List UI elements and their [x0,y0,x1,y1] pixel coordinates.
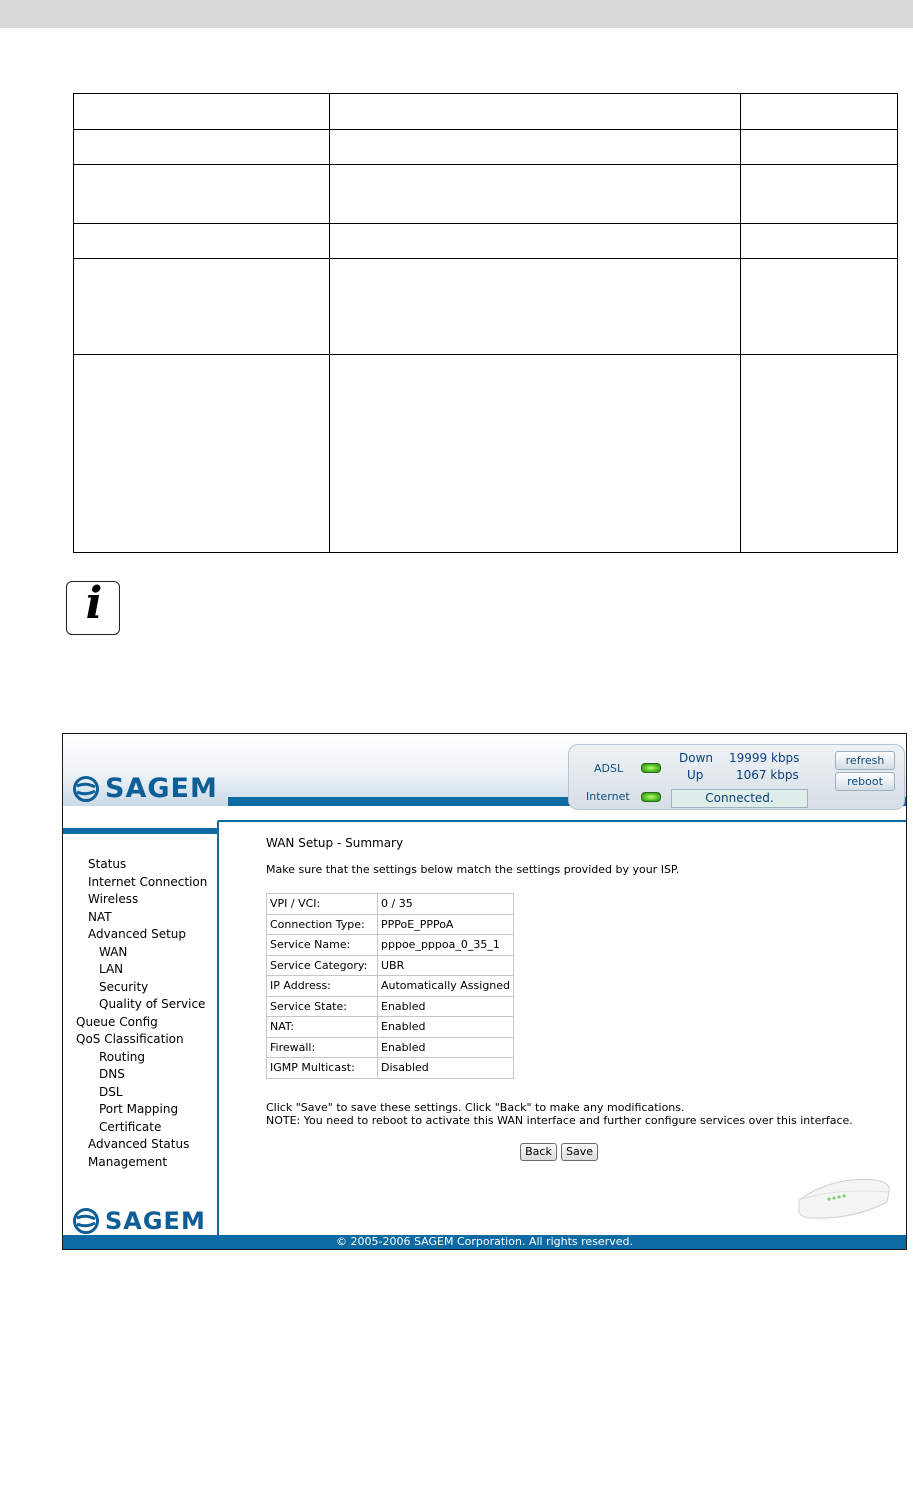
note-text [266,1101,853,1127]
summary-key: Service Category: [267,955,378,976]
footer-copyright: © 2005-2006 SAGEM Corporation. All rights reserved. [63,1235,906,1249]
sagem-swirl-icon [73,1208,99,1234]
summary-key: Service State: [267,996,378,1017]
table-row [267,935,514,956]
summary-value: UBR [378,955,514,976]
summary-table [266,893,514,1079]
table-row [267,996,514,1017]
table-row [267,976,514,997]
sidebar-item-wireless[interactable]: Wireless [88,892,139,906]
sidebar-item-nat[interactable]: NAT [88,909,112,924]
sidebar-item-dsl[interactable]: DSL [99,1084,123,1099]
internet-label: Internet [586,790,630,803]
sidebar-item-queue-config[interactable]: Queue Config [76,1014,158,1029]
table-row [267,894,514,915]
table-row [267,914,514,935]
sidebar-item-wan[interactable]: WAN [99,944,128,959]
summary-key: Service Name: [267,935,378,956]
save-button[interactable]: Save [561,1143,598,1161]
adsl-led-icon [641,763,661,773]
summary-value: 0 / 35 [378,894,514,915]
reboot-button[interactable]: reboot [835,772,895,791]
connection-status-panel [568,744,905,810]
brand-name: SAGEM [105,773,218,804]
sidebar-item-quality-of-service[interactable]: Quality of Service [99,997,206,1011]
sidebar-item-internet-connection[interactable]: Internet Connection [88,874,208,889]
table-row [267,1037,514,1058]
nav-top-line [63,828,218,834]
sidebar-nav [76,856,221,1171]
intro-text: Make sure that the settings below match the settings provided by your ISP. [266,863,680,876]
sidebar-item-advanced-status[interactable]: Advanced Status [88,1137,190,1151]
brand-name: SAGEM [105,1207,206,1235]
internet-led-icon [641,792,661,802]
table-row [267,955,514,976]
summary-value: Enabled [378,1017,514,1038]
summary-value: Enabled [378,996,514,1017]
summary-key: VPI / VCI: [267,894,378,915]
down-label: Down [679,751,714,765]
sidebar-item-qos-classification[interactable]: QoS Classification [76,1032,184,1046]
sidebar-item-lan[interactable]: LAN [99,962,124,976]
summary-key: IP Address: [267,976,378,997]
summary-value: pppoe_pppoa_0_35_1 [378,935,514,956]
sidebar-item-port-mapping[interactable]: Port Mapping [99,1102,179,1116]
sidebar-item-routing[interactable]: Routing [99,1049,146,1064]
summary-value: Automatically Assigned [378,976,514,997]
modem-image [793,1166,893,1224]
sidebar-item-certificate[interactable]: Certificate [99,1119,162,1134]
sagem-logo-bottom [73,1207,206,1235]
sidebar-item-management[interactable]: Management [88,1154,168,1169]
document-table [73,93,898,553]
table-row [267,1017,514,1038]
refresh-button[interactable]: refresh [835,751,895,770]
down-rate: 19999 kbps [729,751,800,765]
sidebar-item-status[interactable]: Status [88,857,127,871]
content-top-line [219,820,906,822]
sagem-swirl-icon [73,776,99,802]
note-line-2: NOTE: You need to reboot to activate this WAN interface and further configure services over this interface. [266,1114,853,1127]
note-line-1: Click "Save" to save these settings. Click "Back" to make any modifications. [266,1101,685,1114]
table-row [267,1058,514,1079]
sidebar-item-dns[interactable]: DNS [99,1067,125,1081]
rate-display [673,749,813,785]
summary-value: Disabled [378,1058,514,1079]
router-screenshot [62,733,907,1250]
adsl-label: ADSL [594,762,624,775]
summary-value: Enabled [378,1037,514,1058]
sagem-logo [73,773,218,804]
sidebar-item-security[interactable]: Security [99,979,149,994]
summary-key: IGMP Multicast: [267,1058,378,1079]
up-rate: 1067 kbps [736,768,799,782]
back-button[interactable]: Back [520,1143,557,1161]
info-icon: i [66,581,120,635]
page-title: WAN Setup - Summary [266,836,404,850]
connection-status: Connected. [671,789,808,808]
summary-key: Connection Type: [267,914,378,935]
summary-key: NAT: [267,1017,378,1038]
summary-key: Firewall: [267,1037,378,1058]
page-header-bar [0,0,913,28]
content-area [266,836,896,876]
up-label: Up [687,768,704,782]
summary-value: PPPoE_PPPoA [378,914,514,935]
sidebar-item-advanced-setup[interactable]: Advanced Setup [88,927,187,941]
